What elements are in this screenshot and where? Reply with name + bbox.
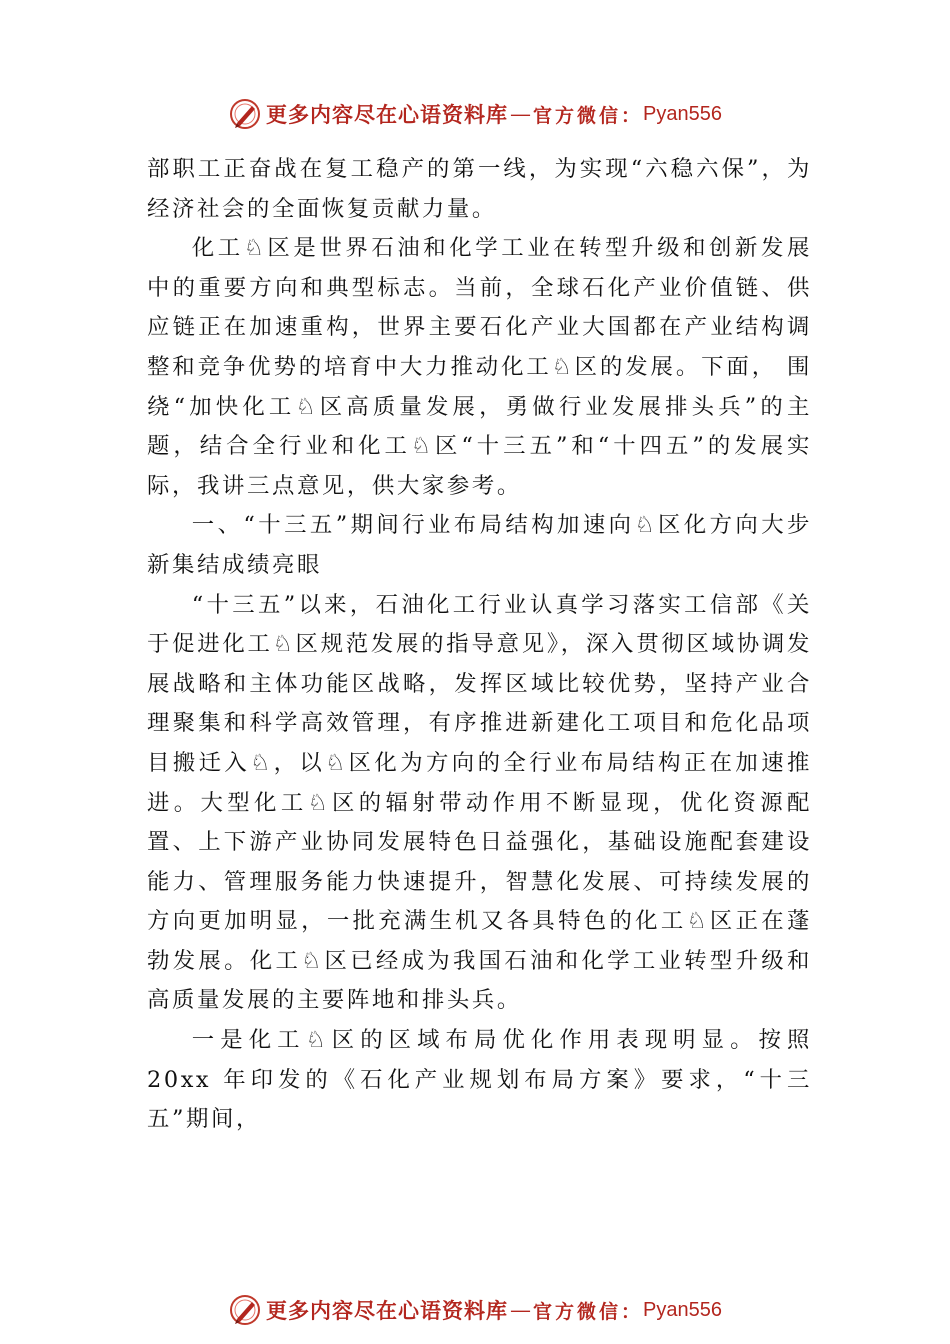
wechat-id: Pyan556: [643, 102, 722, 125]
paragraph: 化工♘区是世界石油和化学工业在转型升级和创新发展中的重要方向和典型标志。当前，全球石化产业价值链、供应链正在加速重构，世界主要石化产业大国都在产业结构调整和竞争优势的培育中大力推动化工♘区的发展。下面， 围绕“加快化工♘区高质量发展，勇做行业发展排头兵”的主题，结合全行业和化工♘区“十三五”和“十四五”的发展实际，我讲三点意见，供大家参考。: [147, 235, 812, 499]
section-heading: 一、“十三五”期间行业布局结构加速向♘区化方向大步新集结成绩亮眼: [147, 512, 812, 578]
brand-text: 更多内容尽在心语资料库: [266, 102, 508, 127]
paragraph: 部职工正奋战在复工稳产的第一线，为实现“六稳六保”，为经济社会的全面恢复贡献力量。: [147, 156, 812, 222]
brand-text: 更多内容尽在心语资料库: [266, 1298, 508, 1323]
document-body: [147, 150, 812, 1140]
paragraph: 一是化工♘区的区域布局优化作用表现明显。按照 20xx 年印发的《石化产业规划布局方案》要求，“十三五”期间，: [147, 1027, 812, 1133]
wechat-id: Pyan556: [643, 1298, 722, 1321]
paragraph: “十三五”以来，石油化工行业认真学习落实工信部《关于促进化工♘区规范发展的指导意见》，深入贯彻区域协调发展战略和主体功能区战略，发挥区域比较优势，坚持产业合理聚集和科学高效管理，有序推进新建化工项目和危化品项目搬迁入♘，以♘区化为方向的全行业布局结构正在加速推进。大型化工♘区的辐射带动作用不断显现，优化资源配置、上下游产业协同发展特色日益强化，基础设施配套建设能力、管理服务能力快速提升，智慧化发展、可持续发展的方向更加明显，一批充满生机又各具特色的化工♘区正在蓬勃发展。化工♘区已经成为我国石油和化学工业转型升级和高质量发展的主要阵地和排头兵。: [147, 591, 812, 1014]
brand-separator: —: [510, 1298, 531, 1322]
header-watermark: [0, 94, 950, 134]
wechat-label: 官方微信：: [533, 104, 644, 127]
brand-separator: —: [510, 102, 531, 126]
pen-seal-icon: [228, 1293, 262, 1327]
wechat-label: 官方微信：: [533, 1300, 644, 1323]
pen-seal-icon: [228, 97, 262, 131]
footer-watermark: [0, 1290, 950, 1330]
